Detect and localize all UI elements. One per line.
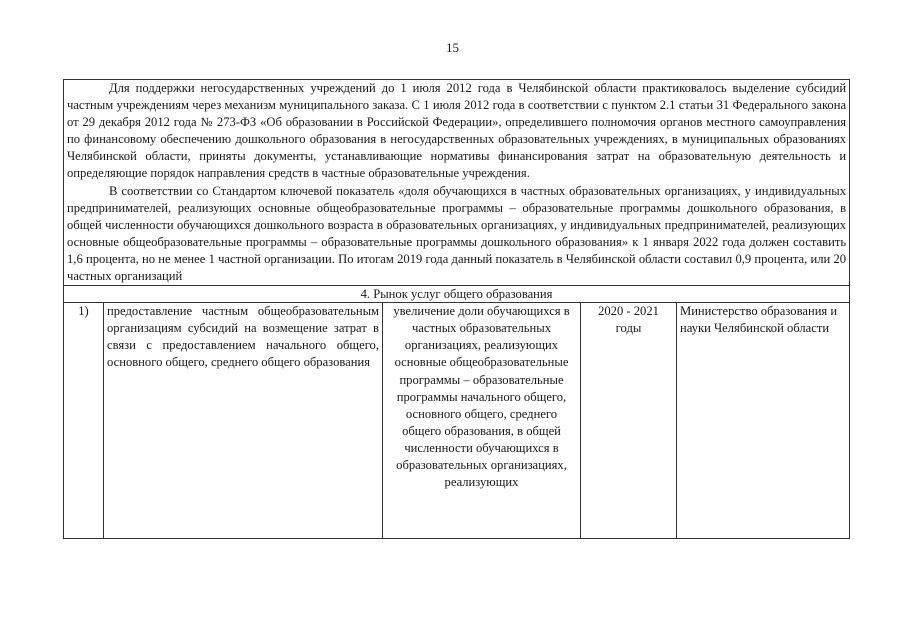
row-number: 1)	[64, 303, 104, 539]
row-indicator: увеличение доли обучающихся в частных образовательных организациях, реализующих основные общеобразовательные программы – образовательные программы начального общего, основного общего, среднего общего образования, в общей численности обучающихся в образовательных организациях, реализующих	[383, 303, 581, 539]
row-period: 2020 - 2021 годы	[581, 303, 677, 539]
row-executor: Министерство образования и науки Челябинской области	[677, 303, 850, 539]
section-title: 4. Рынок услуг общего образования	[64, 286, 850, 303]
intro-row	[64, 80, 850, 286]
intro-cell	[64, 80, 850, 286]
intro-paragraph-2: В соответствии со Стандартом ключевой показатель «доля обучающихся в частных образовательных организациях, у индивидуальных предпринимателей, реализующих основные общеобразовательные программы – образовательные программы дошкольного образования, в общей численности обучающихся дошкольного возраста в образовательных организациях, у индивидуальных предпринимателей, реализующих основные общеобразовательные программы – образовательные программы дошкольного образования» к 1 января 2022 года должен составить 1,6 процента, но не менее 1 частной организации. По итогам 2019 года данный показатель в Челябинской области составил 0,9 процента, или 20 частных организаций	[67, 183, 847, 284]
document-table	[63, 79, 850, 539]
page-number: 15	[446, 40, 459, 55]
intro-paragraph-1: Для поддержки негосударственных учреждений до 1 июля 2012 года в Челябинской области практиковалось выделение субсидий частным учреждениям через механизм муниципального заказа. С 1 июля 2012 года в соответствии с пунктом 2.1 статьи 31 Федерального закона от 29 декабря 2012 года № 273-ФЗ «Об образовании в Российской Федерации», определившего полномочия органов местного самоуправления по финансовому обеспечению дошкольного образования в негосударственных образовательных учреждениях, в муниципальных образованиях Челябинской области, приняты документы, устанавливающие нормативы финансирования затрат на образовательную деятельность и определяющие порядок направления средств в частные образовательные учреждения.	[67, 81, 847, 181]
section-row	[64, 286, 850, 303]
table-row	[64, 303, 850, 539]
row-measure: предоставление частным общеобразовательным организациям субсидий на возмещение затрат в связи с предоставлением начального общего, основного общего, среднего общего образования	[104, 303, 383, 539]
